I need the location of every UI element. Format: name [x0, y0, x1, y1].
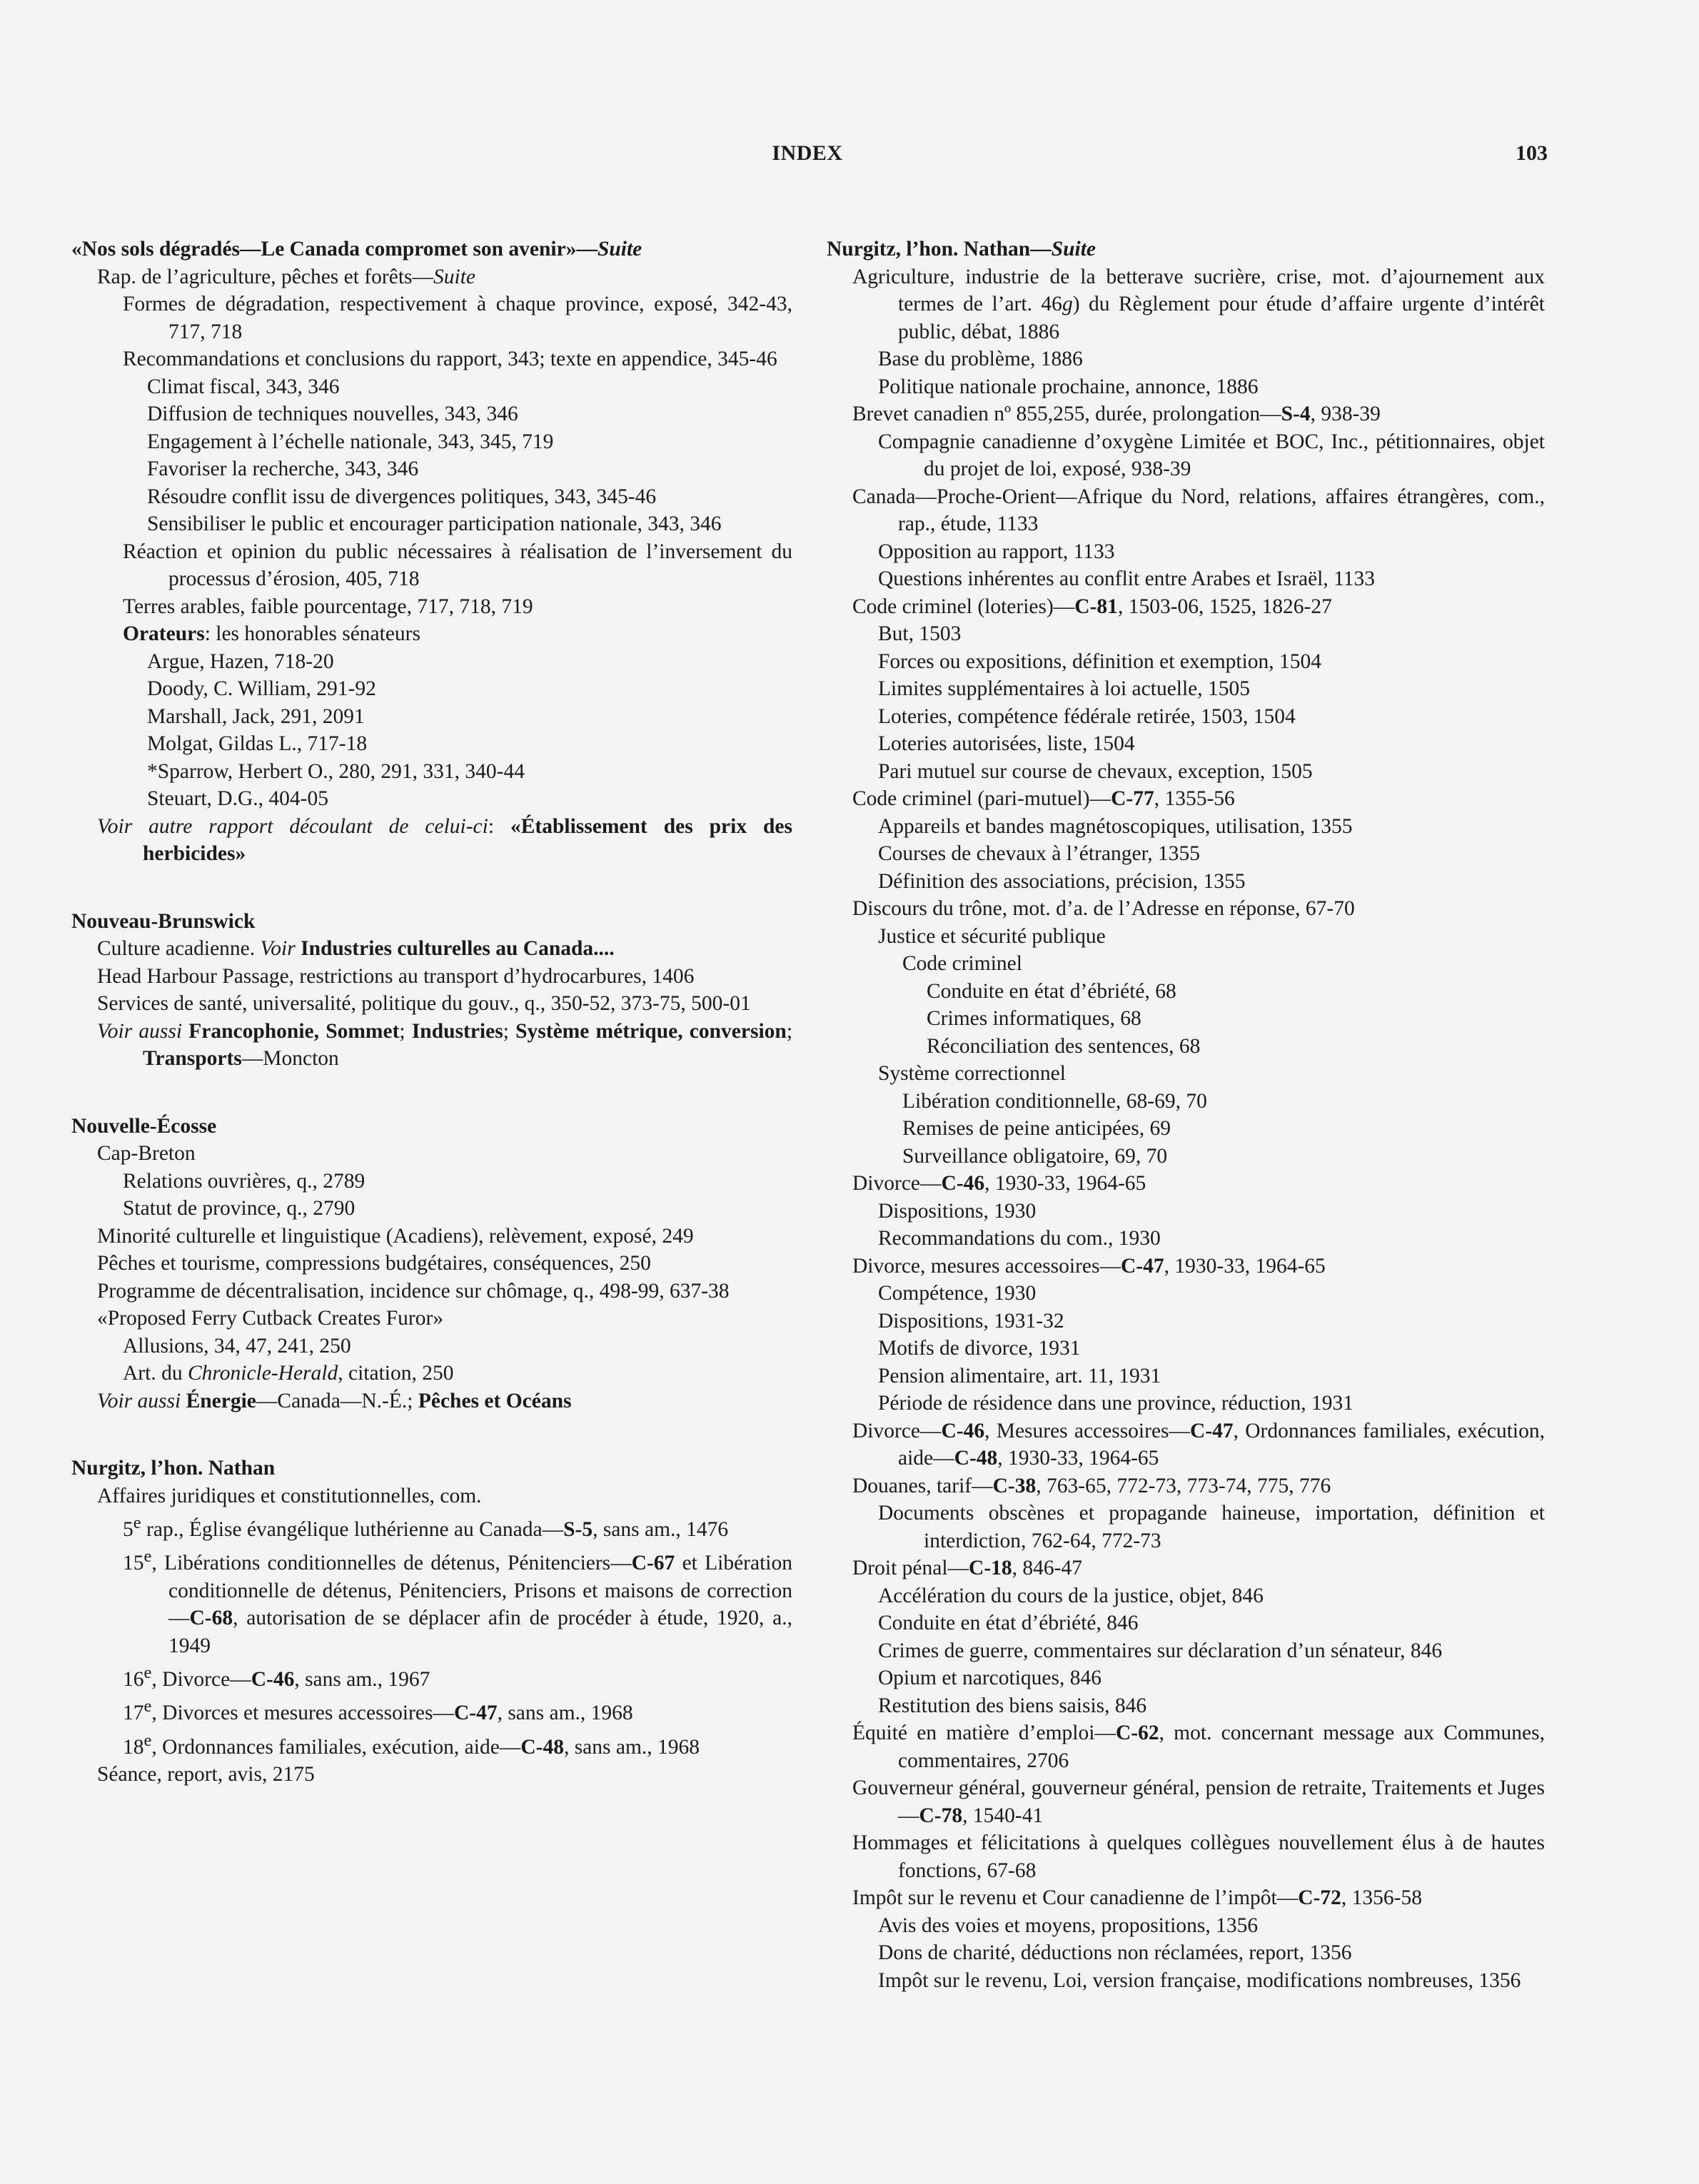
index-entry: Terres arables, faible pourcentage, 717, 718, 719 [123, 595, 533, 618]
index-entry: Voir aussi Francophonie, Sommet; Industries; Système métrique, conversion; Transports—Moncton [97, 1019, 793, 1070]
index-entry: Relations ouvrières, q., 2789 [123, 1169, 365, 1193]
index-entry: Système correctionnel [878, 1062, 1066, 1085]
index-entry: Définition des associations, précision, 1355 [878, 869, 1246, 893]
index-entry: Avis des voies et moyens, propositions, 1356 [878, 1913, 1259, 1937]
index-entry: Pari mutuel sur course de chevaux, exception, 1505 [878, 759, 1313, 783]
index-entry: Steuart, D.G., 404-05 [147, 787, 328, 810]
index-heading: Nurgitz, l’hon. Nathan—Suite [827, 238, 1096, 261]
index-entry: Libération conditionnelle, 68-69, 70 [902, 1089, 1207, 1113]
index-entry: Courses de chevaux à l’étranger, 1355 [878, 842, 1200, 865]
index-entry: Loteries autorisées, liste, 1504 [878, 732, 1135, 755]
index-entry: Allusions, 34, 47, 241, 250 [123, 1334, 351, 1358]
index-entry: Réaction et opinion du public nécessaires à réalisation de l’inversement du processus d’érosion, 405, 718 [123, 540, 792, 590]
index-entry: Compétence, 1930 [878, 1282, 1037, 1305]
index-entry: Impôt sur le revenu, Loi, version française, modifications nombreuses, 1356 [878, 1968, 1521, 1992]
index-entry: Loteries, compétence fédérale retirée, 1503, 1504 [878, 704, 1296, 728]
index-entry: Crimes informatiques, 68 [927, 1007, 1141, 1030]
index-entry: Argue, Hazen, 718-20 [147, 649, 334, 673]
index-entry: Conduite en état d’ébriété, 68 [927, 979, 1176, 1003]
index-entry: Divorce—C-46, 1930-33, 1964-65 [852, 1172, 1146, 1195]
index-entry: Favoriser la recherche, 343, 346 [147, 457, 419, 480]
index-entry: Accélération du cours de la justice, objet, 846 [878, 1584, 1264, 1607]
index-entry: Formes de dégradation, respectivement à chaque province, exposé, 342-43, 717, 718 [123, 293, 792, 343]
left-index-column [71, 236, 792, 1789]
index-entry: Politique nationale prochaine, annonce, 1886 [878, 375, 1259, 398]
index-entry: Dispositions, 1930 [878, 1199, 1037, 1223]
index-entry: Statut de province, q., 2790 [123, 1197, 356, 1220]
index-entry: Rap. de l’agriculture, pêches et forêts—Suite [97, 265, 475, 288]
index-entry: Base du problème, 1886 [878, 348, 1083, 370]
index-entry: Conduite en état d’ébriété, 846 [878, 1612, 1139, 1634]
right-index-column [827, 236, 1545, 1994]
index-entry: Résoudre conflit issu de divergences politiques, 343, 345-46 [147, 485, 657, 508]
page-number: 103 [1516, 141, 1548, 165]
index-entry: Douanes, tarif—C-38, 763-65, 772-73, 773-74, 775, 776 [852, 1474, 1331, 1497]
index-entry: Discours du trône, mot. d’a. de l’Adresse en réponse, 67-70 [852, 897, 1355, 920]
index-entry: Pension alimentaire, art. 11, 1931 [878, 1364, 1161, 1387]
index-entry: Canada—Proche-Orient—Afrique du Nord, relations, affaires étrangères, com., rap., étude, 1133 [852, 485, 1545, 535]
index-heading: Nouveau-Brunswick [71, 909, 256, 933]
index-entry: Limites supplémentaires à loi actuelle, 1505 [878, 677, 1251, 700]
index-entry: Droit pénal—C-18, 846-47 [852, 1557, 1082, 1579]
index-entry: Hommages et félicitations à quelques collègues nouvellement élus à de hautes fonctions, 67-68 [852, 1831, 1545, 1882]
index-entry: Forces ou expositions, définition et exemption, 1504 [878, 649, 1322, 673]
index-entry: Molgat, Gildas L., 717-18 [147, 732, 368, 755]
index-entry: Code criminel [902, 952, 1022, 975]
index-entry: Orateurs: les honorables sénateurs [123, 622, 420, 645]
index-entry: 15e, Libérations conditionnelles de détenus, Pénitenciers—C-67 et Libération conditionnelle de détenus, Pénitenciers, Prisons et maisons de correction—C-68, autorisation de se déplacer afin de procéder à étude, 1920, a., 1949 [123, 1547, 792, 1657]
index-entry: 17e, Divorces et mesures accessoires—C-47, sans am., 1968 [123, 1697, 633, 1725]
index-entry: Impôt sur le revenu et Cour canadienne de l’impôt—C-72, 1356-58 [852, 1886, 1422, 1909]
index-entry: Code criminel (pari-mutuel)—C-77, 1355-56 [852, 787, 1235, 810]
index-entry: Justice et sécurité publique [878, 924, 1106, 948]
index-entry: Programme de décentralisation, incidence sur chômage, q., 498-99, 637-38 [97, 1279, 730, 1303]
index-entry: Restitution des biens saisis, 846 [878, 1694, 1147, 1717]
index-entry: Culture acadienne. Voir Industries culturelles au Canada.... [97, 937, 615, 960]
index-entry: Recommandations du com., 1930 [878, 1227, 1161, 1250]
index-entry: Remises de peine anticipées, 69 [902, 1117, 1171, 1140]
index-entry: Documents obscènes et propagande haineuse, importation, définition et interdiction, 762-64, 772-73 [878, 1502, 1545, 1552]
index-entry: Minorité culturelle et linguistique (Acadiens), relèvement, exposé, 249 [97, 1224, 694, 1248]
index-entry: Divorce—C-46, Mesures accessoires—C-47, Ordonnances familiales, exécution, aide—C-48, 1930-33, 1964-65 [852, 1419, 1545, 1470]
index-entry: Divorce, mesures accessoires—C-47, 1930-33, 1964-65 [852, 1254, 1326, 1278]
index-entry: Crimes de guerre, commentaires sur déclaration d’un sénateur, 846 [878, 1639, 1443, 1662]
index-entry: «Proposed Ferry Cutback Creates Furor» [97, 1307, 444, 1330]
index-heading: Nouvelle-Écosse [71, 1114, 217, 1138]
index-entry: Séance, report, avis, 2175 [97, 1763, 315, 1786]
index-entry: Dispositions, 1931-32 [878, 1309, 1064, 1333]
index-entry: Voir aussi Énergie—Canada—N.-É.; Pêches et Océans [97, 1389, 572, 1412]
index-entry: Affaires juridiques et constitutionnelles, com. [97, 1484, 482, 1507]
index-entry: Cap-Breton [97, 1142, 196, 1165]
index-entry: Appareils et bandes magnétoscopiques, utilisation, 1355 [878, 814, 1353, 838]
index-entry: Recommandations et conclusions du rapport, 343; texte en appendice, 345-46 [123, 348, 777, 370]
index-entry: Opposition au rapport, 1133 [878, 540, 1115, 563]
index-entry: Services de santé, universalité, politique du gouv., q., 350-52, 373-75, 500-01 [97, 992, 751, 1015]
index-entry: 5e rap., Église évangélique luthérienne au Canada—S-5, sans am., 1476 [123, 1513, 729, 1541]
index-entry: Code criminel (loteries)—C-81, 1503-06, 1525, 1826-27 [852, 595, 1332, 618]
index-entry: Opium et narcotiques, 846 [878, 1667, 1101, 1689]
index-entry: Équité en matière d’emploi—C-62, mot. concernant message aux Communes, commentaires, 2706 [852, 1722, 1546, 1772]
running-header-title: INDEX [772, 141, 843, 165]
index-entry: Période de résidence dans une province, réduction, 1931 [878, 1392, 1353, 1415]
index-entry: Sensibiliser le public et encourager participation nationale, 343, 346 [147, 512, 722, 535]
index-entry: Head Harbour Passage, restrictions au transport d’hydrocarbures, 1406 [97, 964, 695, 988]
index-entry: Motifs de divorce, 1931 [878, 1337, 1081, 1360]
index-entry: *Sparrow, Herbert O., 280, 291, 331, 340-44 [147, 759, 525, 783]
index-entry: 16e, Divorce—C-46, sans am., 1967 [123, 1663, 430, 1691]
index-entry: Voir autre rapport découlant de celui-ci: «Établissement des prix des herbicides» [97, 814, 792, 865]
index-entry: Climat fiscal, 343, 346 [147, 375, 340, 398]
index-entry: Agriculture, industrie de la betterave sucrière, crise, mot. d’ajournement aux termes de l’art. 46g) du Règlement pour étude d’affaire urgente d’intérêt public, débat, 1886 [852, 265, 1545, 343]
index-entry: Dons de charité, déductions non réclamées, report, 1356 [878, 1941, 1352, 1964]
index-entry: Art. du Chronicle-Herald, citation, 250 [123, 1362, 454, 1385]
index-entry: Compagnie canadienne d’oxygène Limitée et BOC, Inc., pétitionnaires, objet du projet de loi, exposé, 938-39 [878, 430, 1545, 480]
index-heading: Nurgitz, l’hon. Nathan [71, 1457, 276, 1480]
index-entry: 18e, Ordonnances familiales, exécution, aide—C-48, sans am., 1968 [123, 1730, 700, 1759]
index-entry: Diffusion de techniques nouvelles, 343, 346 [147, 403, 518, 425]
index-entry: Surveillance obligatoire, 69, 70 [902, 1144, 1168, 1168]
index-entry: Brevet canadien nº 855,255, durée, prolongation—S-4, 938-39 [852, 403, 1381, 425]
index-entry: Réconciliation des sentences, 68 [927, 1034, 1201, 1058]
index-entry: Marshall, Jack, 291, 2091 [147, 704, 365, 728]
index-heading: «Nos sols dégradés—Le Canada compromet son avenir»—Suite [71, 238, 642, 261]
index-entry: Questions inhérentes au conflit entre Arabes et Israël, 1133 [878, 567, 1376, 590]
index-entry: Gouverneur général, gouverneur général, pension de retraite, Traitements et Juges—C-78, 1540-41 [852, 1776, 1545, 1827]
index-entry: Doody, C. William, 291-92 [147, 677, 376, 700]
index-entry: Pêches et tourisme, compressions budgétaires, conséquences, 250 [97, 1252, 651, 1275]
index-entry: Engagement à l’échelle nationale, 343, 345, 719 [147, 430, 554, 453]
index-entry: But, 1503 [878, 622, 962, 645]
